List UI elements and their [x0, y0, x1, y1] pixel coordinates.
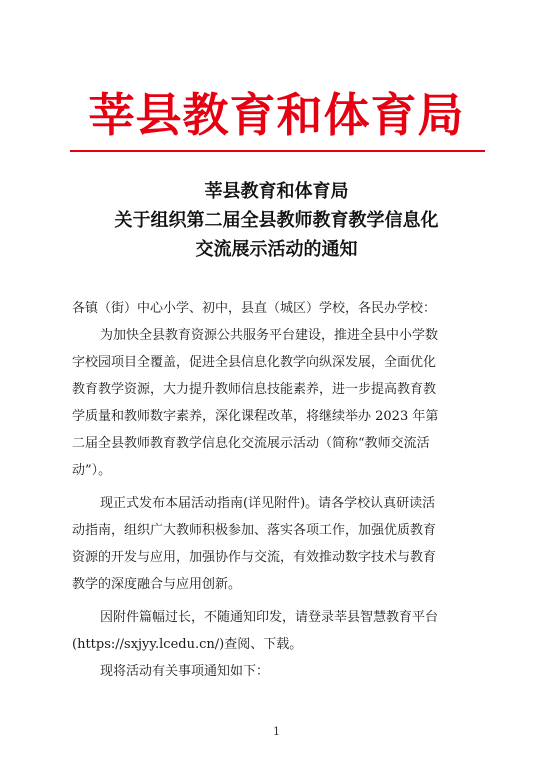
title-line-2: 关于组织第二届全县教师教育教学信息化: [114, 210, 439, 231]
salutation: 各镇（街）中心小学、初中，县直（城区）学校，各民办学校：: [72, 301, 437, 316]
title-line-3: 交流展示活动的通知: [195, 239, 358, 260]
paragraph-line: 二届全县教师教育教学信息化交流展示活动（简称“教师交流活: [72, 436, 430, 451]
paragraph-line: 教学的深度融合与应用创新。: [72, 577, 242, 592]
paragraph-line: 字校园项目全覆盖，促进全县信息化教学向纵深发展，全面优化: [72, 355, 437, 370]
title-line-1: 莘县教育和体育局: [204, 181, 349, 202]
paragraph-line: 现正式发布本届活动指南(详见附件)。请各学校认真研读活: [100, 496, 436, 511]
paragraph-2: [72, 490, 492, 598]
paragraph-line: 为加快全县教育资源公共服务平台建设，推进全县中小学数: [100, 328, 439, 343]
document-body: [72, 295, 492, 685]
paragraph-line: 资源的开发与应用，加强协作与交流，有效推动数字技术与教育: [72, 550, 437, 565]
paragraph-line: 现将活动有关事项通知如下：: [100, 664, 270, 679]
paragraph-line: 因附件篇幅过长，不随通知印发，请登录莘县智慧教育平台: [100, 610, 439, 625]
paragraph-1: [72, 322, 492, 484]
paragraph-4: [72, 658, 492, 685]
paragraph-line: 学质量和教师数字素养，深化课程改革，将继续举办 2023 年第: [72, 409, 439, 424]
letterhead-org-name: 莘县教育和体育局: [88, 88, 465, 142]
paragraph-line: 教育教学资源，大力提升教师信息技能素养，进一步提高教育教: [72, 382, 437, 397]
paragraph-line: 动指南，组织广大教师积极参加、落实各项工作，加强优质教育: [72, 523, 437, 538]
paragraph-line: 动”）。: [72, 463, 112, 478]
page-number: 1: [273, 725, 280, 738]
letterhead-red-rule: [70, 150, 485, 152]
paragraph-line-link: (https://sxjyy.lcedu.cn/)查阅、下载。: [72, 637, 303, 652]
paragraph-3: [72, 604, 492, 658]
document-title: [0, 177, 553, 264]
